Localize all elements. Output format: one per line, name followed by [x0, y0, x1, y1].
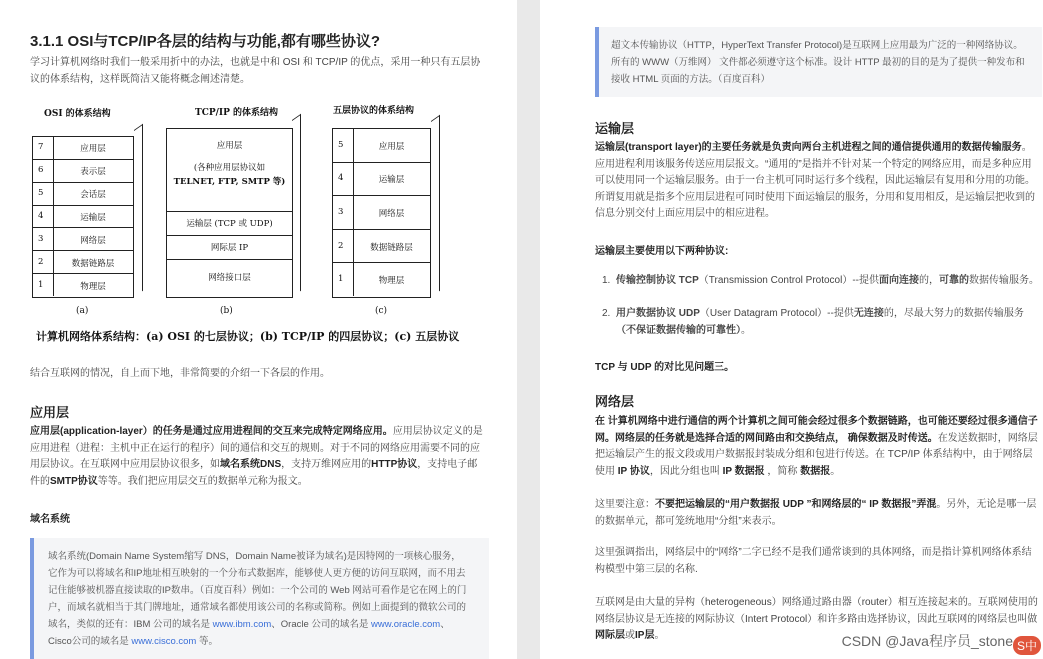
osi-layer-name: 数据链路层: [71, 258, 115, 269]
osi-layer-6: [33, 160, 133, 183]
osi-layer-7: [33, 137, 133, 160]
ibm-link[interactable]: www.ibm.com: [212, 619, 272, 630]
five-layer-number: 4: [338, 173, 344, 184]
osi-layer-number: 6: [38, 165, 44, 176]
osi-layer-5: [33, 183, 133, 206]
network-paragraph: 在 计算机网络中进行通信的两个计算机之间可能会经过很多个数据链路，也可能还要经过很多通信子网。网络层的任务就是选择合适的网间路由和交换结点， 确保数据及时传送。在发送数据时，网络层把运输层产生的报文段或用户数据报封装成分组和包进行传送。在 TCP/IP 体系结构中，由于网络层使用 IP 协议，因此分组也叫 IP 数据报 ，简称 数据报。: [595, 416, 1038, 477]
app-layer-paragraph: 应用层(application-layer）的任务是通过应用进程间的交互来完成特定网络应用。应用层协议定义的是应用进程（进程：主机中正在运行的程序）间的通信和交互的规则。对于不同的网络应用需要不同的应用层协议。在互联网中应用层协议很多，如域名系统DNS，支持万维网应用的HTTP协议，支持电子邮件的SMTP协议等等。我们把应用层交互的数据单元称为报文。: [30, 426, 483, 487]
osi-layer-2: [33, 251, 133, 274]
after-figure-text: 结合互联网的情况，自上而下地，非常简要的介绍一下各层的作用。: [30, 368, 330, 379]
tcp-app-layer: 应用层 (各种应用层协议如 TELNET, FTP, SMTP 等): [167, 129, 292, 212]
five-layer-number: 2: [338, 240, 344, 251]
osi-title: OSI 的体系结构: [44, 109, 111, 119]
osi-layer-name: 运输层: [80, 212, 106, 223]
tcp-title: TCP/IP 的体系结构: [195, 108, 279, 118]
sub-b: (b): [220, 306, 233, 316]
section-title: 3.1.1 OSI与TCP/IP各层的结构与功能,都有哪些协议?: [30, 33, 381, 50]
osi-layer-name: 应用层: [80, 144, 106, 155]
transport-main-protocols: 运输层主要使用以下两种协议:: [595, 246, 729, 257]
csdn-watermark: CSDN @Java程序员_stone: [841, 633, 1013, 649]
http-quote-text: 超文本传输协议（HTTP，HyperText Transfer Protocol)是互联网上应用最为广泛的一种网络协议。所有的 WWW（万维网） 文件都必须遵守这个标准。设计 HTTP 最初的目的是为了提供一种发布和接收 HTML 页面的方法。（百度百科）: [611, 40, 1025, 85]
tcpip-stack: [166, 128, 293, 298]
tcpip-stack-side: [292, 114, 301, 297]
five-layer-name: 数据链路层: [370, 242, 413, 253]
five-layer-name: 运输层: [378, 175, 405, 186]
cisco-link[interactable]: www.cisco.com: [131, 636, 197, 647]
osi-layer-1: [33, 274, 133, 296]
sub-a: (a): [76, 306, 89, 316]
emphasis-paragraph: 这里强调指出，网络层中的“网络”二字已经不是我们通常谈到的具体网络，而是指计算机网络体系结构模型中第三层的名称.: [595, 547, 1032, 575]
left-page: [0, 0, 517, 659]
sogou-ime-icon[interactable]: S中: [1013, 636, 1041, 655]
protocol-item-1: 1. 传输控制协议 TCP（Transmission Control Protocol）--提供面向连接的，可靠的数据传输服务。: [602, 275, 1040, 286]
osi-layer-number: 3: [38, 233, 44, 244]
five-layer-number: 3: [338, 206, 344, 217]
osi-layer-number: 5: [38, 188, 44, 199]
osi-layer-name: 网络层: [80, 235, 106, 246]
protocol-item-2: 2. 用户数据协议 UDP（User Datagram Protocol）--提供无连接的，尽最大努力的数据传输服务（不保证数据传输的可靠性）。: [602, 308, 1024, 336]
app-layer-heading: 应用层: [30, 405, 70, 420]
figure-caption: 计算机网络体系结构：(a) OSI 的七层协议；(b) TCP/IP 的四层协议；(c) 五层协议: [36, 330, 460, 343]
transport-heading: 运输层: [595, 121, 635, 136]
http-quote: [595, 27, 1042, 97]
five-layer-3: [333, 196, 430, 230]
five-layer-number: 5: [338, 139, 344, 150]
oracle-link[interactable]: www.oracle.com: [371, 619, 441, 630]
osi-layer-number: 4: [38, 210, 44, 221]
five-layer-number: 1: [338, 274, 344, 285]
tcp-udp-note: TCP 与 UDP 的对比见问题三。: [595, 362, 735, 373]
five-layer-1: [333, 263, 430, 296]
five-stack-side: [431, 115, 440, 297]
five-layer-5: [333, 129, 430, 163]
osi-layer-3: [33, 228, 133, 251]
dns-quote-text: 域名系统(Domain Name System缩写 DNS，Domain Name被译为域名)是因特网的一项核心服务，它作为可以将域名和IP地址相互映射的一个分布式数据库，能够使人更方便的访问互联网，而不用去记住能够被机器直接读取的IP数串。（百度百科）例如：一个公司的 Web 网站可看作是它在网上的门户，而域名就相当于其门牌地址，通常域名都使用该公司的名称或简称。例如上面提到的微软公司的域名，类似的还有：IBM 公司的域名是 www.ibm.com、Oracle 公司的域名是 www.oracle.com、Cisco公司的域名是 www.cisco.com 等。: [48, 551, 467, 647]
sub-c: (c): [375, 306, 388, 316]
internet-paragraph: 互联网是由大量的异构（heterogeneous）网络通过路由器（router）相互连接起来的。互联网使用的网络层协议是无连接的网际协议（Intert Protocol）和许多路由选择协议，因此互联网的网络层也叫做网际层或IP层。: [595, 597, 1038, 641]
five-layer-4: [333, 163, 430, 197]
five-layer-stack: [332, 128, 431, 298]
osi-stack: [32, 136, 134, 298]
tcp-ip-layer: 网际层 IP: [167, 236, 292, 260]
tcp-transport-layer: 运输层 (TCP 或 UDP): [167, 212, 292, 236]
network-heading: 网络层: [595, 394, 635, 409]
osi-layer-4: [33, 206, 133, 229]
intro-paragraph: 学习计算机网络时我们一般采用折中的办法，也就是中和 OSI 和 TCP/IP 的优点，采用一种只有五层协议的体系结构，这样既简洁又能将概念阐述清楚。: [30, 57, 481, 85]
right-page: [540, 0, 1043, 659]
five-layer-name: 应用层: [378, 141, 405, 152]
five-layer-name: 物理层: [378, 276, 405, 287]
dns-quote: [30, 538, 489, 659]
osi-layer-name: 会话层: [80, 190, 106, 201]
dns-heading: 域名系统: [30, 514, 70, 525]
osi-layer-number: 2: [38, 256, 44, 267]
osi-layer-name: 表示层: [80, 167, 106, 178]
osi-layer-number: 1: [38, 279, 44, 290]
tcp-link-layer: 网络接口层: [208, 273, 251, 283]
osi-layer-name: 物理层: [80, 281, 106, 292]
note-paragraph: 这里要注意：不要把运输层的“用户数据报 UDP ”和网络层的“ IP 数据报”弄混。另外，无论是哪一层的数据单元，都可笼统地用“分组”来表示。: [595, 499, 1037, 527]
network-architecture-figure: [30, 100, 490, 350]
osi-layer-number: 7: [38, 142, 44, 153]
five-layer-2: [333, 230, 430, 264]
transport-paragraph: 运输层(transport layer)的主要任务就是负责向两台主机进程之间的通信提供通用的数据传输服务。应用进程利用该服务传送应用层报文。“通用的”是指并不针对某一个特定的网络应用，而是多种应用可以使用同一个运输层服务。由于一台主机可同时运行多个线程，因此运输层有复用和分用的功能。所谓复用就是指多个应用层进程可同时使用下面运输层的服务，分用和复用相反，是运输层把收到的信息分别交付上面应用层中的相应进程。: [595, 142, 1035, 219]
osi-stack-side: [134, 124, 143, 297]
five-layer-name: 网络层: [378, 208, 405, 219]
five-layer-title: 五层协议的体系结构: [333, 106, 415, 116]
